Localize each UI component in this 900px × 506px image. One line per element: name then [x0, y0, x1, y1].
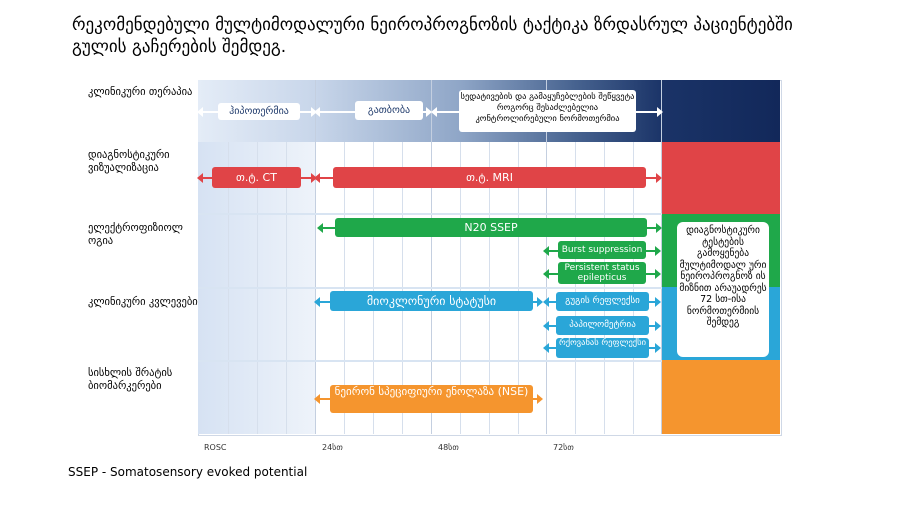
mri-bar: თ.ტ. MRI [333, 167, 646, 188]
sedation-label: სედატივების და გამაყუჩებლების შეწყვეტა როგორც შესაძლებელია კონტროლირებული ნორმოთერმია [459, 90, 636, 132]
row-label-clinical-therapy: კლინიკური თერაპია [88, 86, 193, 98]
tick-24h: 24სთ [322, 443, 343, 452]
hypothermia-label: ჰიპოთერმია [218, 103, 300, 120]
row-label-clinical-exam: კლინიკური კვლევები [88, 296, 198, 308]
row-separator [198, 213, 662, 215]
grid-line-24h [315, 80, 316, 434]
ct-bar: თ.ტ. CT [212, 167, 301, 188]
row-separator [198, 360, 662, 362]
multimodal-note: დიაგნოსტიკური ტესტების გამოყენება მულტიმოდალ ური ნეიროპროგნოზ ის მიზნით არაუადრეს 72 სთ-ისა ნორმოთერმიის შემდეგ [677, 222, 769, 357]
pupillometry-bar: პაპილომეტრია [556, 316, 649, 335]
row-label-imaging: დიაგნოსტიკური ვიზუალიზაცია [88, 149, 170, 174]
nse-bar: ნეირონ სპეციფიური ენოლაზა (NSE) [330, 385, 533, 413]
burst-suppression-bar: Burst suppression [558, 241, 646, 259]
row-label-electrophysiology: ელექტროფიზიოლ ოგია [88, 222, 183, 247]
tick-rosc: ROSC [204, 443, 227, 452]
status-epilepticus-bar: Persistent status epilepticus [558, 262, 646, 284]
grid-line-48h [431, 80, 432, 434]
footnote: SSEP - Somatosensory evoked potential [68, 465, 308, 479]
pupil-reflex-bar: გუგის რეფლექსი [556, 292, 649, 311]
row-label-biomarkers: სისხლის შრატის ბიომარკერები [88, 367, 173, 392]
rewarming-label: გათბობა [355, 101, 423, 120]
grid-line-72h [546, 80, 547, 434]
right-block-biomarkers [662, 360, 780, 434]
page-title: რეკომენდებული მულტიმოდალური ნეიროპროგნოზის ტაქტიკა ზრდასრულ პაციენტებში გულის გაჩერების შემდეგ. [72, 15, 793, 57]
right-block-imaging [662, 142, 780, 214]
row-separator [198, 287, 662, 289]
myoclonus-bar: მიოკლონური სტატუსი [330, 291, 533, 311]
tick-48h: 48სთ [438, 443, 459, 452]
corneal-reflex-bar: რქოვანას რეფლექსი [556, 338, 649, 358]
tick-72h: 72სთ [553, 443, 574, 452]
ssep-bar: N20 SSEP [335, 218, 647, 237]
